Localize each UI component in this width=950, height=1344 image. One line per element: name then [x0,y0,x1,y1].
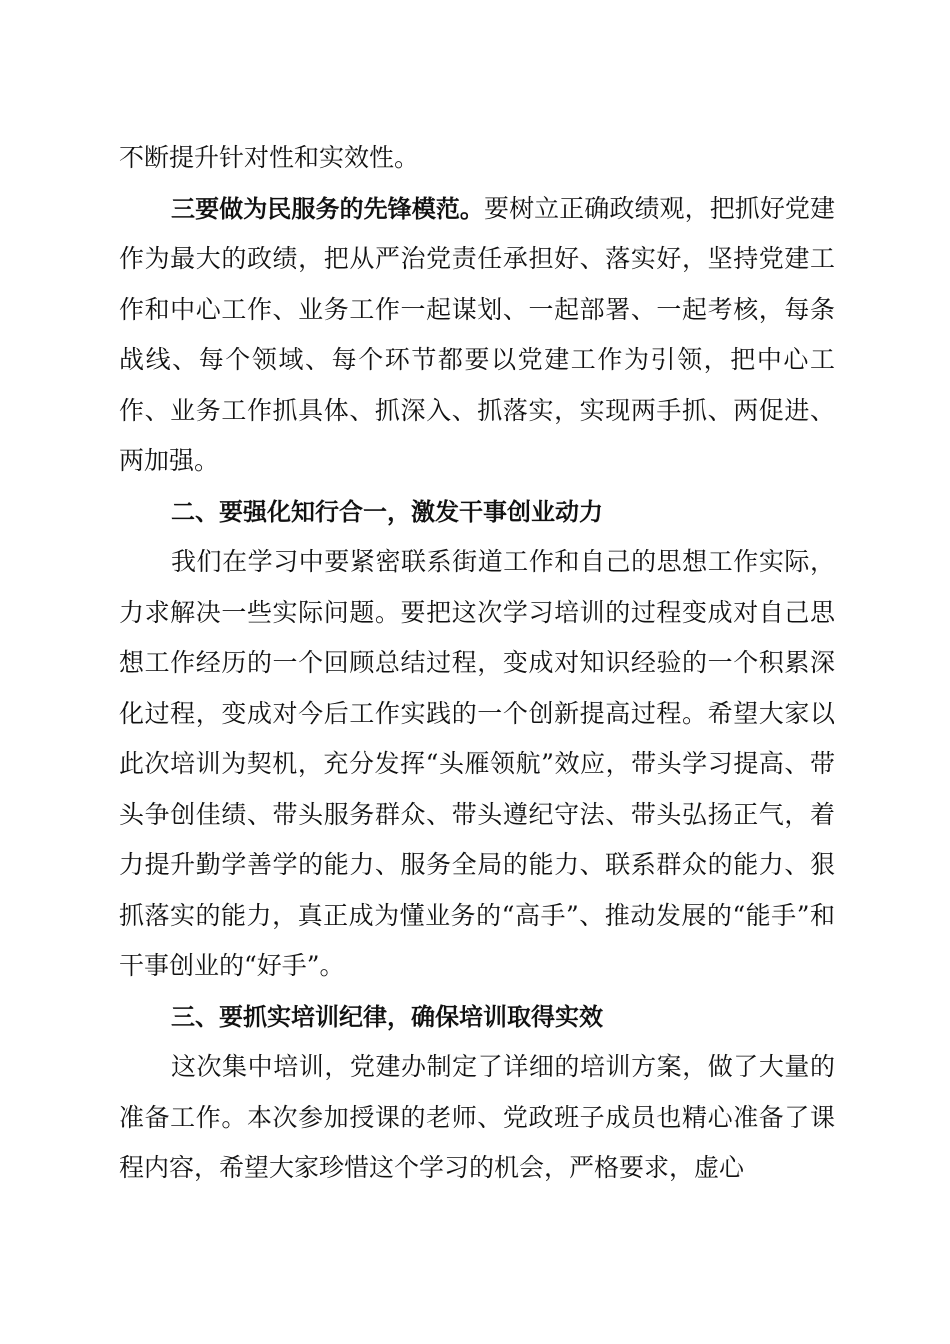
paragraph-point-three [119,184,835,487]
document-body [119,133,835,1194]
paragraph-section-three [119,1042,835,1194]
section-heading-three: 三、要抓实培训纪律，确保培训取得实效 [171,1002,603,1031]
section-heading-two: 二、要强化知行合一，激发干事创业动力 [171,497,603,526]
paragraph-lead-bold: 三要做为民服务的先锋模范。 [171,194,484,223]
paragraph-continuation [119,133,835,184]
paragraph-section-two [119,537,835,992]
paragraph-text: 不断提升针对性和实效性。 [119,143,420,172]
paragraph-text: 这次集中培训，党建办制定了详细的培训方案，做了大量的准备工作。本次参加授课的老师、党政班子成员也精心准备了课程内容，希望大家珍惜这个学习的机会，严格要求，虚心 [119,1052,835,1182]
paragraph-text: 要树立正确政绩观，把抓好党建作为最大的政绩，把从严治党责任承担好、落实好，坚持党建工作和中心工作、业务工作一起谋划、一起部署、一起考核，每条战线、每个领域、每个环节都要以党建工作为引领，把中心工作、业务工作抓具体、抓深入、抓落实，实现两手抓、两促进、两加强。 [119,193,835,475]
paragraph-text: 我们在学习中要紧密联系街道工作和自己的思想工作实际，力求解决一些实际问题。要把这次学习培训的过程变成对自己思想工作经历的一个回顾总结过程，变成对知识经验的一个积累深化过程，变成对今后工作实践的一个创新提高过程。希望大家以此次培训为契机，充分发挥“头雁领航”效应，带头学习提高、带头争创佳绩、带头服务群众、带头遵纪守法、带头弘扬正气，着力提升勤学善学的能力、服务全局的能力、联系群众的能力、狠抓落实的能力，真正成为懂业务的“高手”、推动发展的“能手”和干事创业的“好手”。 [119,547,835,980]
